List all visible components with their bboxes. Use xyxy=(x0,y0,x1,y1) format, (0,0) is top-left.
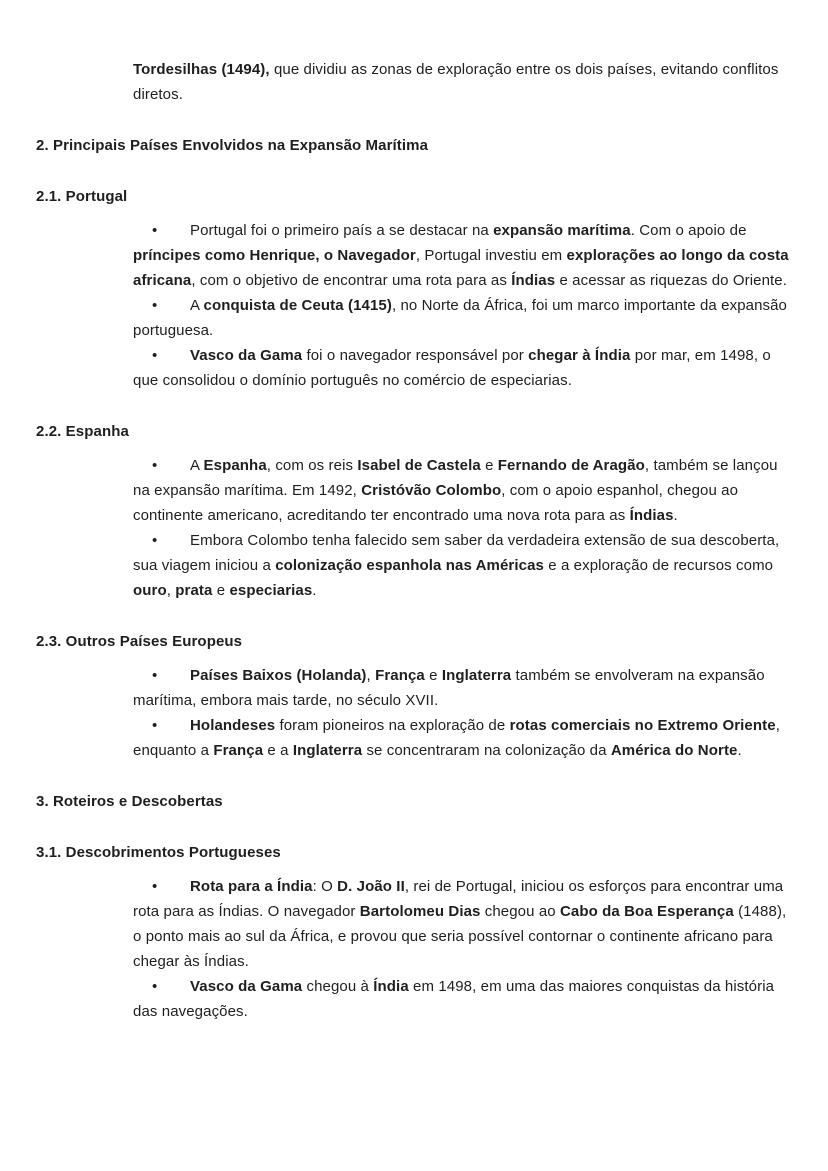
text-run: , xyxy=(166,582,176,599)
bullet-item xyxy=(133,874,795,974)
bullet-marker: • xyxy=(152,297,158,314)
bullet-item xyxy=(133,974,795,1024)
text-run: . xyxy=(673,507,678,524)
text-run: conquista de Ceuta (1415) xyxy=(203,297,392,314)
text-run: Vasco da Gama xyxy=(190,347,303,364)
text-run: e xyxy=(424,667,442,684)
section-heading xyxy=(36,840,795,865)
text-run: , com o objetivo de encontrar uma rota para as xyxy=(191,272,512,289)
bullet-marker: • xyxy=(152,347,158,364)
text-run: , no Norte da África, foi um marco importante da expansão portuguesa. xyxy=(133,297,787,339)
text-run: foram pioneiros na exploração de xyxy=(275,717,510,734)
text-run: e a exploração de recursos como xyxy=(543,557,774,574)
text-run: também se envolveram na expansão marítima, embora mais tarde, no século XVII. xyxy=(133,667,765,709)
text-run: Cabo da Boa Esperança xyxy=(559,903,734,920)
bullet-item xyxy=(133,663,795,713)
bullet-item xyxy=(133,343,795,393)
bullet-item xyxy=(133,713,795,763)
text-run: , rei de Portugal, iniciou os esforços para encontrar uma rota para as Índias. O navegador xyxy=(133,878,784,920)
text-run: (1488), o ponto mais ao sul da África, e provou que seria possível contornar o continente africano para chegar às Índias. xyxy=(133,903,787,970)
text-run: : O xyxy=(312,878,338,895)
bullet-marker: • xyxy=(152,978,158,995)
text-run: ouro xyxy=(133,582,167,599)
text-run: França xyxy=(213,742,264,759)
text-run: colonização espanhola nas Américas xyxy=(275,557,544,574)
bullet-marker: • xyxy=(152,717,158,734)
text-run: , com o apoio espanhol, chegou ao continente americano, acreditando ter encontrado uma nova rota para as xyxy=(133,482,739,524)
text-run: Fernando de Aragão xyxy=(497,457,645,474)
text-run: chegar à Índia xyxy=(528,347,631,364)
text-run: 2.1. Portugal xyxy=(36,188,128,205)
bullet-marker: • xyxy=(152,222,158,239)
text-run: Índia xyxy=(373,978,409,995)
text-run: A xyxy=(190,457,204,474)
text-run: , também se lançou na expansão marítima. Em 1492, xyxy=(133,457,778,499)
text-run: . xyxy=(312,582,317,599)
bullet-item xyxy=(133,453,795,528)
text-run: 2.2. Espanha xyxy=(36,423,129,440)
text-run: Tordesilhas (1494), xyxy=(133,61,270,78)
text-run: e xyxy=(480,457,498,474)
text-run: chegou à xyxy=(302,978,374,995)
text-run: Embora Colombo tenha falecido sem saber da verdadeira extensão de sua descoberta, sua viagem iniciou a xyxy=(133,532,780,574)
section-heading xyxy=(36,184,795,209)
text-run: que dividiu as zonas de exploração entre os dois países, evitando conflitos diretos. xyxy=(133,61,779,103)
section-heading xyxy=(36,789,795,814)
text-run: . xyxy=(737,742,742,759)
text-run: e xyxy=(212,582,230,599)
text-run: e acessar as riquezas do Oriente. xyxy=(555,272,788,289)
text-run: D. João II xyxy=(337,878,405,895)
text-run: Bartolomeu Dias xyxy=(359,903,481,920)
section-heading xyxy=(36,133,795,158)
text-run: Inglaterra xyxy=(292,742,363,759)
text-run: Portugal foi o primeiro país a se destacar na xyxy=(190,222,494,239)
text-run: Holandeses xyxy=(190,717,276,734)
section-heading xyxy=(36,419,795,444)
text-run: A xyxy=(190,297,204,314)
bullet-marker: • xyxy=(152,457,158,474)
text-run: chegou ao xyxy=(480,903,560,920)
text-run: se concentraram na colonização da xyxy=(362,742,611,759)
bullet-item xyxy=(133,293,795,343)
text-run: Espanha xyxy=(203,457,267,474)
bullet-marker: • xyxy=(152,878,158,895)
text-run: Vasco da Gama xyxy=(190,978,303,995)
text-run: América do Norte xyxy=(610,742,738,759)
text-run: rotas comerciais no Extremo Oriente xyxy=(509,717,776,734)
text-run: Rota para a Índia xyxy=(190,878,313,895)
text-run: por mar, em 1498, o que consolidou o domínio português no comércio de especiarias. xyxy=(133,347,771,389)
text-run: Inglaterra xyxy=(441,667,512,684)
text-run: , Portugal investiu em xyxy=(415,247,567,264)
text-run: príncipes como Henrique, o Navegador xyxy=(133,247,416,264)
text-run: 2. Principais Países Envolvidos na Expansão Marítima xyxy=(36,137,429,154)
text-run: foi o navegador responsável por xyxy=(302,347,529,364)
text-run: prata xyxy=(175,582,213,599)
section-heading xyxy=(36,629,795,654)
text-run: 3.1. Descobrimentos Portugueses xyxy=(36,844,281,861)
text-run: em 1498, em uma das maiores conquistas da história das navegações. xyxy=(133,978,775,1020)
text-run: . Com o apoio de xyxy=(630,222,747,239)
text-run: Cristóvão Colombo xyxy=(361,482,502,499)
text-run: Países Baixos (Holanda) xyxy=(190,667,367,684)
paragraph xyxy=(133,57,795,107)
bullet-marker: • xyxy=(152,532,158,549)
text-run: Isabel de Castela xyxy=(357,457,481,474)
bullet-item xyxy=(133,528,795,603)
text-run: , com os reis xyxy=(266,457,358,474)
text-run: Índias xyxy=(511,272,556,289)
text-run: , enquanto a xyxy=(133,717,780,759)
text-run: explorações ao longo da costa africana xyxy=(133,247,789,289)
text-run: 3. Roteiros e Descobertas xyxy=(36,793,223,810)
bullet-marker: • xyxy=(152,667,158,684)
text-run: , xyxy=(366,667,376,684)
text-run: França xyxy=(375,667,425,684)
text-run: especiarias xyxy=(229,582,313,599)
text-run: expansão marítima xyxy=(493,222,631,239)
text-run: e a xyxy=(263,742,293,759)
text-run: Índias xyxy=(629,507,674,524)
text-run: 2.3. Outros Países Europeus xyxy=(36,633,243,650)
bullet-item xyxy=(133,218,795,293)
